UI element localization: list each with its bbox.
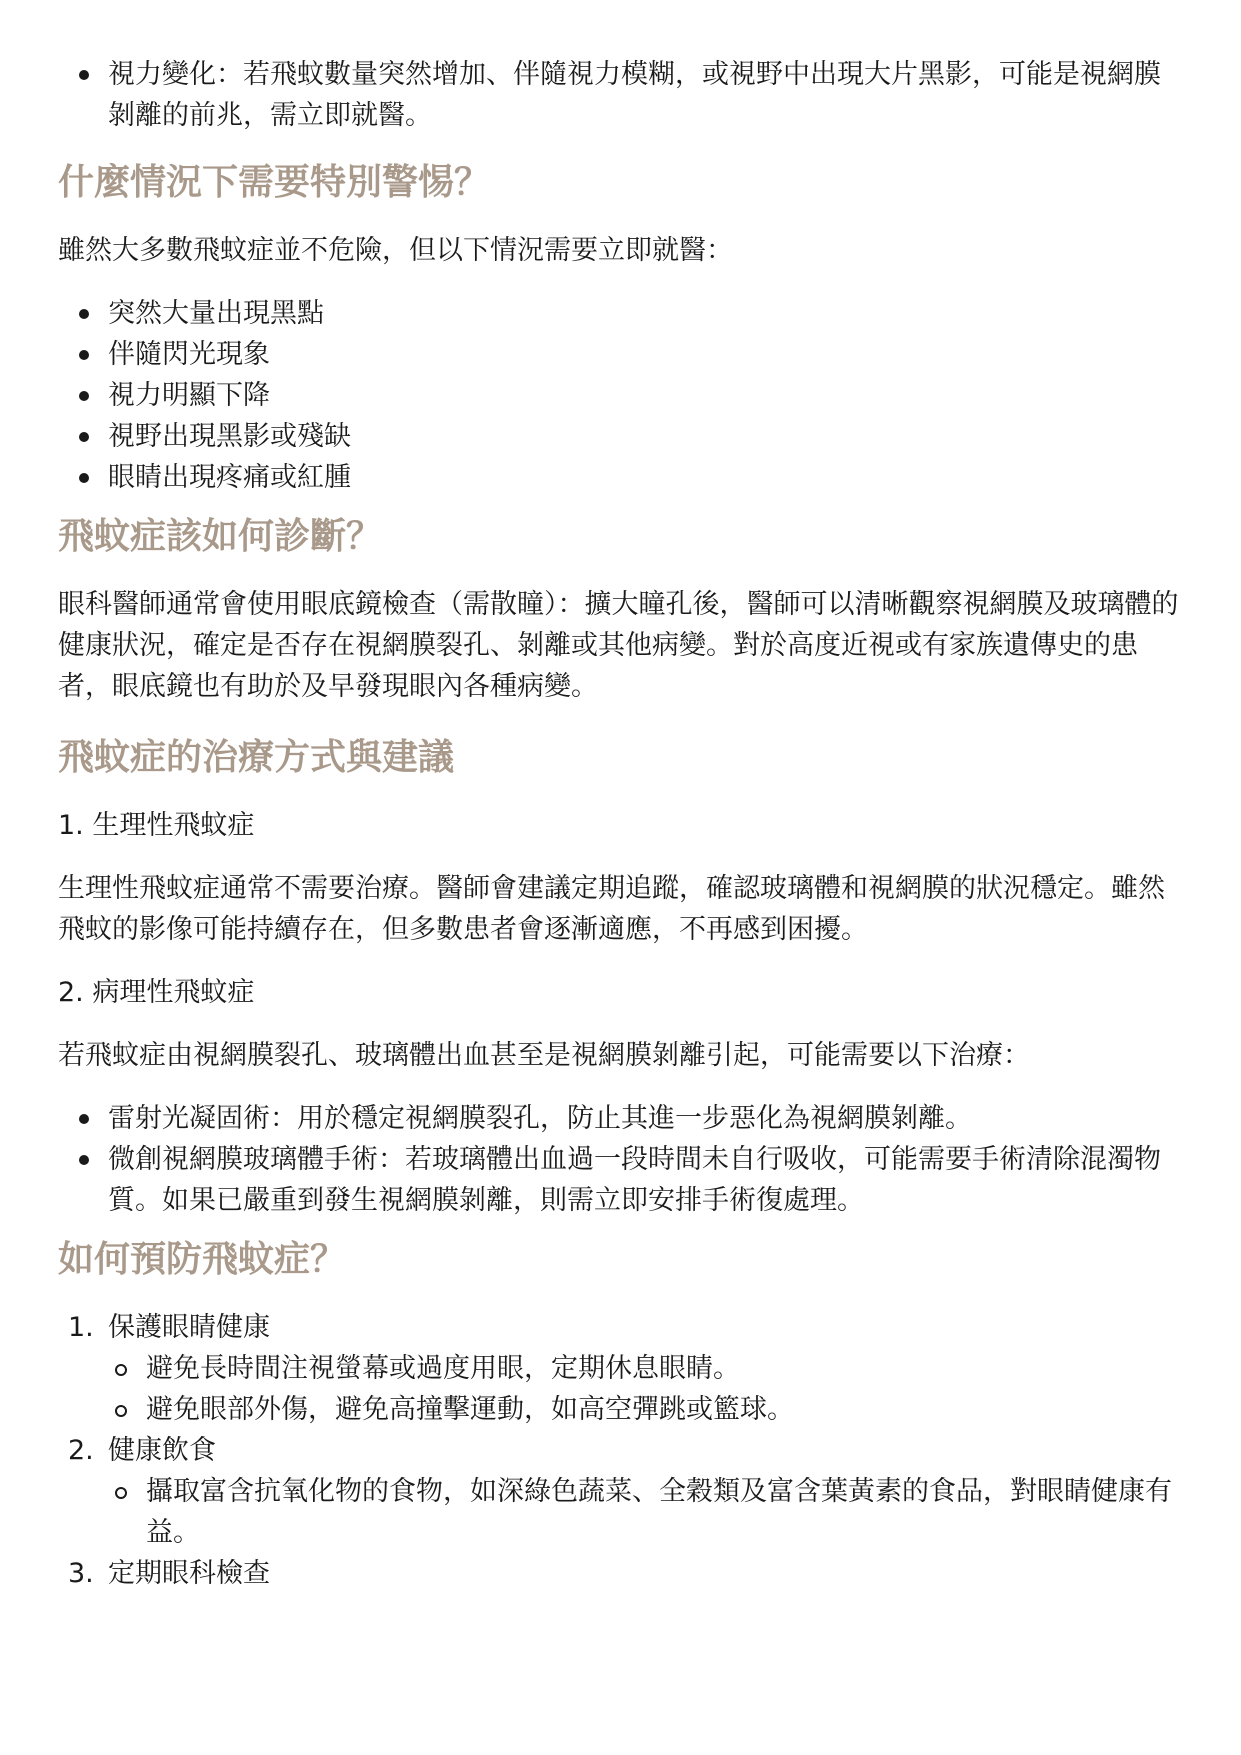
section-heading-warning: 什麼情況下需要特別警惕？ xyxy=(58,162,491,203)
treatment-bullet-list xyxy=(58,1098,1186,1221)
diagnosis-body-text: 眼科醫師通常會使用眼底鏡檢查（需散瞳）：擴大瞳孔後，醫師可以清晰觀察視網膜及玻璃體的健康狀況，確定是否存在視網膜裂孔、剝離或其他病變。對於高度近視或有家族遺傳史的患者，眼底鏡也有助於及早發現眼內各種病變。 xyxy=(58,589,1179,702)
list-item-label: 保護眼睛健康 xyxy=(108,1312,270,1343)
list-item xyxy=(58,1307,1186,1430)
treatment-subheading-physiological: 1. 生理性飛蚊症 xyxy=(58,810,255,841)
list-item: 突然大量出現黑點 xyxy=(58,293,1186,334)
list-item xyxy=(58,1430,1186,1553)
list-number: 1. xyxy=(68,1312,94,1343)
list-number: 3. xyxy=(68,1558,94,1589)
list-item-label: 健康飲食 xyxy=(108,1435,216,1466)
list-item: 眼睛出現疼痛或紅腫 xyxy=(58,457,1186,498)
prevention-numbered-list xyxy=(58,1307,1186,1594)
list-item: 視野出現黑影或殘缺 xyxy=(58,416,1186,457)
list-number: 2. xyxy=(68,1435,94,1466)
section-heading-diagnosis: 飛蚊症該如何診斷？ xyxy=(58,516,383,557)
intro-bullet-list xyxy=(58,54,1186,136)
list-item xyxy=(58,1553,1186,1594)
list-item: 視力明顯下降 xyxy=(58,375,1186,416)
sub-list-item: 避免長時間注視螢幕或過度用眼，定期休息眼睛。 xyxy=(108,1348,1186,1389)
list-item: 雷射光凝固術：用於穩定視網膜裂孔，防止其進一步惡化為視網膜剝離。 xyxy=(58,1098,1186,1139)
sub-list-item: 攝取富含抗氧化物的食物，如深綠色蔬菜、全穀類及富含葉黃素的食品，對眼睛健康有益。 xyxy=(108,1471,1186,1553)
sub-bullet-list xyxy=(108,1471,1186,1553)
list-item-label: 定期眼科檢查 xyxy=(108,1558,270,1589)
treatment-physiological-text: 生理性飛蚊症通常不需要治療。醫師會建議定期追蹤，確認玻璃體和視網膜的狀況穩定。雖然飛蚊的影像可能持續存在，但多數患者會逐漸適應，不再感到困擾。 xyxy=(58,873,1165,945)
list-item: 微創視網膜玻璃體手術：若玻璃體出血過一段時間未自行吸收，可能需要手術清除混濁物質。如果已嚴重到發生視網膜剝離，則需立即安排手術復處理。 xyxy=(58,1139,1186,1221)
document-page xyxy=(58,54,1186,1594)
treatment-subheading-pathological: 2. 病理性飛蚊症 xyxy=(58,977,255,1008)
list-item: 伴隨閃光現象 xyxy=(58,334,1186,375)
warning-bullet-list xyxy=(58,293,1186,498)
section-heading-prevention: 如何預防飛蚊症？ xyxy=(58,1239,347,1280)
list-item: 視力變化：若飛蚊數量突然增加、伴隨視力模糊，或視野中出現大片黑影，可能是視網膜剝離的前兆，需立即就醫。 xyxy=(58,54,1186,136)
section-heading-treatment: 飛蚊症的治療方式與建議 xyxy=(58,737,455,778)
warning-intro-text: 雖然大多數飛蚊症並不危險，但以下情況需要立即就醫： xyxy=(58,235,733,266)
sub-list-item: 避免眼部外傷，避免高撞擊運動，如高空彈跳或籃球。 xyxy=(108,1389,1186,1430)
treatment-pathological-text: 若飛蚊症由視網膜裂孔、玻璃體出血甚至是視網膜剝離引起，可能需要以下治療： xyxy=(58,1040,1030,1071)
sub-bullet-list xyxy=(108,1348,1186,1430)
